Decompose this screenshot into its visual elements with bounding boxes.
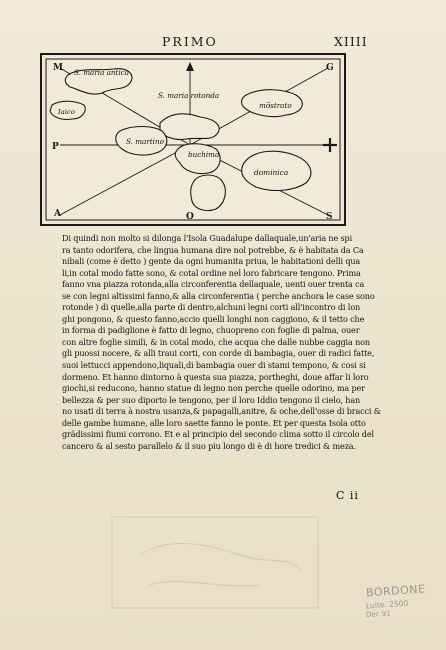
wind-letter-se: S xyxy=(326,212,333,222)
text-line: se con legni altissimi fanno,& alla circonferentia ( perche anchora le case sono xyxy=(62,290,375,301)
text-line: giochi,si reducono, hanno statue di legno non perche quelle odorino, ma per xyxy=(62,383,365,394)
body-text xyxy=(62,233,381,452)
folio-number: XIIII xyxy=(334,34,368,49)
wind-letter-nw: M xyxy=(53,63,63,73)
text-line: no usati di terra à nostra usanza,& papagalli,anitre, & oche,dell'osse di bracci & xyxy=(62,406,381,417)
pencil-line1: Lulte. 2500 xyxy=(365,598,409,611)
text-line: cancero & al sesto parallelo & il suo piu longo di è di hore tredici & meza. xyxy=(62,440,356,451)
label-iaico: Iaico xyxy=(58,108,75,116)
pencil-annotation xyxy=(366,584,438,644)
pencil-line2: Dec 91 xyxy=(365,609,391,619)
wind-letter-sw: A xyxy=(54,209,61,219)
text-line: suoi lettucci appendono,liquali,di bambagia ouer di stami tempono, & cosi si xyxy=(62,360,366,371)
island-guadalupe xyxy=(191,175,226,211)
text-line: con altre foglie simili, & in cotal modo, che acqua che dalle nubbe caggia non xyxy=(62,336,370,347)
text-line: in forma di padiglione è fatto di legno, chuopreno con foglie di palma, ouer xyxy=(62,325,360,336)
text-line: fanno vna piazza rotonda,alla circonferentia dellaquale, uenti ouer trenta ca xyxy=(62,279,365,290)
text-line: bellezza & per suo diporto le tengono, per il loro Iddio tengono il cielo, han xyxy=(62,394,361,405)
wind-letter-ne: G xyxy=(326,63,334,73)
label-maria-rotonda: S. maria rotonda xyxy=(158,91,220,100)
label-mostrato: mõstrato xyxy=(259,101,292,110)
wind-letter-w: P xyxy=(52,142,59,152)
label-buchima: buchima xyxy=(188,150,220,159)
label-martino: S. martino xyxy=(126,137,164,146)
text-line: gli puossi nocere, & alli traui corti, con corde di bambagia, ouer di radici fatte, xyxy=(62,348,375,359)
label-maria-antica: S. maria antica xyxy=(74,68,130,77)
text-line: delle gambe humane, alle loro saette fanno le ponte. Et per questa Isola otto xyxy=(62,417,366,428)
page-title: PRIMO xyxy=(162,34,218,49)
text-line: dormeno. Et hanno dintorno à questa sua piazza, portheghi, doue affar li loro xyxy=(62,371,369,382)
pencil-name: BORDONE xyxy=(365,582,426,600)
text-line: Di quindi non molto si dilonga l'Isola Guadalupe dallaquale,un'aria ne spi xyxy=(62,233,353,243)
label-dominica: dominica xyxy=(254,168,289,177)
running-head xyxy=(0,34,446,48)
text-line: li,in cotal modo fatte sono, & cotal ordine nel loro fabricare tengono. Prima xyxy=(62,267,361,278)
signature-mark: C ii xyxy=(336,489,359,502)
text-line: ra tanto odorifera, che lingua humana dire nol potrebbe, & è habitata da Ca xyxy=(62,244,364,255)
map-svg xyxy=(40,53,346,226)
text-line: nibali (come è detto ) gente da ogni humanita priua, le habitationi delli qua xyxy=(62,256,361,267)
text-line: rotonde ) di quelle,alla parte di dentro,alchuni legni corti all'incontro di lon xyxy=(62,302,361,313)
text-line: grãdissimi fiumi corrono. Et e al principio del secondo clima sotto il circolo del xyxy=(62,429,374,440)
woodcut-map xyxy=(40,53,346,226)
show-through-map xyxy=(110,515,320,610)
wind-letter-s: O xyxy=(186,212,194,222)
text-line: ghi pongono, & questo fanno,accio quelli longhi non caggiono, & il tetto che xyxy=(62,313,365,324)
